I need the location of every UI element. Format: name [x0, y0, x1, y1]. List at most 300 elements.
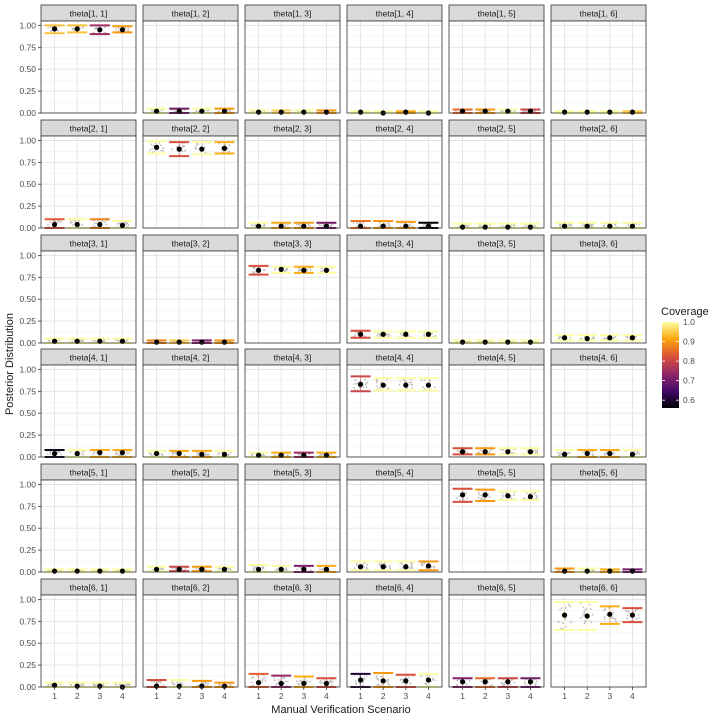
sample-point: [524, 683, 526, 685]
facet-label: theta[4, 6]: [579, 352, 618, 363]
sample-point: [388, 684, 390, 686]
plot-background: [347, 480, 442, 572]
sample-point: [175, 568, 177, 570]
sample-point: [627, 336, 629, 338]
plot-background: [41, 136, 136, 228]
mean-point: [562, 110, 567, 115]
sample-point: [219, 684, 221, 686]
sample-point: [399, 380, 401, 382]
sample-point: [366, 382, 368, 384]
sample-point: [128, 224, 130, 226]
sample-point: [387, 335, 389, 337]
plot-background: [347, 21, 442, 113]
sample-point: [613, 618, 615, 620]
facet-label: theta[3, 2]: [171, 238, 210, 249]
sample-point: [172, 454, 174, 456]
sample-point: [285, 680, 287, 682]
sample-point: [72, 224, 74, 226]
facet-label: theta[2, 6]: [579, 123, 618, 134]
mean-point: [562, 452, 567, 457]
mean-point: [607, 612, 612, 617]
sample-point: [319, 569, 321, 571]
sample-point: [408, 677, 410, 679]
sample-point: [206, 684, 208, 686]
y-tick-label: 0.75: [19, 42, 36, 53]
sample-point: [264, 680, 266, 682]
mean-point: [301, 567, 306, 572]
facet-label: theta[2, 3]: [273, 123, 312, 134]
facet-panel: [19, 120, 136, 233]
y-tick-label: 1.00: [19, 135, 36, 146]
sample-point: [277, 569, 279, 571]
mean-point: [607, 569, 612, 574]
sample-point: [465, 492, 467, 494]
sample-point: [116, 451, 118, 453]
facet-panel: [19, 579, 136, 701]
sample-point: [590, 621, 592, 623]
sample-point: [411, 564, 413, 566]
mean-point: [630, 569, 635, 574]
mean-point: [75, 451, 80, 456]
mean-point: [426, 383, 431, 388]
sample-point: [284, 225, 286, 227]
facet-panel: [551, 349, 646, 458]
sample-point: [410, 567, 412, 569]
x-tick-label: 4: [528, 691, 533, 701]
sample-point: [253, 272, 255, 274]
sample-point: [261, 682, 263, 684]
mean-point: [585, 613, 590, 618]
sample-point: [81, 453, 83, 455]
plot-background: [143, 21, 238, 113]
sample-point: [285, 567, 287, 569]
sample-point: [612, 612, 614, 614]
x-tick-label: 1: [562, 691, 567, 701]
sample-point: [478, 452, 480, 454]
sample-point: [275, 569, 277, 571]
x-tick-label: 3: [607, 691, 613, 701]
sample-point: [160, 150, 162, 152]
mean-point: [483, 492, 488, 497]
sample-point: [400, 678, 402, 680]
facet-label: theta[3, 5]: [477, 238, 516, 249]
mean-point: [75, 569, 80, 574]
sample-point: [627, 615, 629, 617]
sample-point: [321, 454, 323, 456]
mean-point: [528, 340, 533, 345]
sample-point: [466, 498, 468, 500]
facet-label: theta[4, 4]: [375, 352, 414, 363]
sample-point: [434, 335, 436, 337]
mean-point: [403, 383, 408, 388]
sample-point: [364, 379, 366, 381]
sample-point: [603, 225, 605, 227]
sample-point: [196, 452, 198, 454]
sample-point: [153, 145, 155, 147]
mean-point: [505, 679, 510, 684]
sample-point: [524, 682, 526, 684]
facet-label: theta[2, 2]: [171, 123, 210, 134]
facet-panel: [19, 235, 136, 348]
sample-point: [480, 450, 482, 452]
sample-point: [310, 569, 312, 571]
x-tick-label: 4: [630, 691, 635, 701]
mean-point: [52, 26, 57, 31]
plot-background: [551, 21, 646, 113]
sample-point: [363, 566, 365, 568]
sample-point: [478, 494, 480, 496]
sample-point: [127, 28, 129, 30]
facet-label: theta[1, 2]: [171, 8, 210, 19]
mean-point: [403, 332, 408, 337]
sample-point: [613, 337, 615, 339]
sample-point: [332, 681, 334, 683]
sample-point: [412, 567, 414, 569]
coverage-legend: [661, 306, 709, 408]
y-tick-label: 1.00: [19, 594, 36, 605]
mean-point: [120, 569, 125, 574]
mean-point: [562, 569, 567, 574]
sample-point: [162, 454, 164, 456]
sample-point: [375, 677, 377, 679]
mean-point: [585, 336, 590, 341]
sample-point: [502, 493, 504, 495]
mean-point: [630, 335, 635, 340]
facet-label: theta[3, 3]: [273, 238, 312, 249]
sample-point: [592, 453, 594, 455]
sample-point: [590, 608, 592, 610]
facet-label: theta[2, 4]: [375, 123, 414, 134]
sample-point: [60, 221, 62, 223]
sample-point: [489, 496, 491, 498]
sample-point: [95, 28, 97, 30]
mean-point: [222, 567, 227, 572]
x-tick-label: 1: [154, 691, 159, 701]
sample-point: [171, 148, 173, 150]
mean-point: [381, 678, 386, 683]
mean-point: [279, 681, 284, 686]
sample-point: [466, 683, 468, 685]
sample-point: [194, 147, 196, 149]
mean-point: [483, 225, 488, 230]
sample-point: [593, 337, 595, 339]
sample-point: [400, 333, 402, 335]
plot-background: [449, 365, 544, 457]
mean-point: [381, 332, 386, 337]
mean-point: [97, 222, 102, 227]
plot-background: [143, 251, 238, 343]
sample-point: [568, 224, 570, 226]
mean-point: [607, 335, 612, 340]
sample-point: [58, 451, 60, 453]
facet-label: theta[5, 5]: [477, 467, 516, 478]
plot-background: [347, 136, 442, 228]
x-tick-label: 2: [584, 691, 590, 701]
sample-point: [362, 222, 364, 224]
sample-point: [218, 568, 220, 570]
mean-point: [222, 146, 227, 151]
facet-label: theta[1, 3]: [273, 8, 312, 19]
sample-point: [310, 269, 312, 271]
mean-point: [222, 340, 227, 345]
sample-point: [105, 223, 107, 225]
sample-point: [509, 684, 511, 686]
plot-background: [41, 365, 136, 457]
sample-point: [381, 684, 383, 686]
sample-point: [254, 224, 256, 226]
sample-point: [488, 451, 490, 453]
sample-point: [366, 566, 368, 568]
sample-point: [592, 614, 594, 616]
sample-point: [73, 27, 75, 29]
sample-point: [421, 564, 423, 566]
sample-point: [83, 684, 85, 686]
mean-point: [154, 567, 159, 572]
y-tick-label: 0.00: [19, 682, 36, 692]
sample-point: [149, 149, 151, 151]
sample-point: [409, 223, 411, 225]
mean-point: [154, 340, 159, 345]
sample-point: [562, 622, 564, 624]
mean-point: [630, 110, 635, 115]
sample-point: [253, 568, 255, 570]
sample-point: [386, 225, 388, 227]
plot-background: [245, 251, 340, 343]
sample-point: [93, 683, 95, 685]
x-tick-label: 2: [74, 691, 80, 701]
sample-point: [331, 684, 333, 686]
sample-point: [299, 225, 301, 227]
sample-point: [298, 270, 300, 272]
facet-label: theta[4, 1]: [69, 352, 108, 363]
sample-point: [411, 387, 413, 389]
sample-point: [387, 682, 389, 684]
sample-point: [229, 144, 231, 146]
mean-point: [505, 449, 510, 454]
sample-point: [636, 618, 638, 620]
y-tick-label: 0.75: [19, 272, 36, 283]
sample-point: [582, 452, 584, 454]
y-tick-label: 0.50: [19, 179, 36, 190]
facet-panel: [143, 235, 238, 345]
facet-panel: [19, 5, 136, 118]
y-tick-label: 0.50: [19, 638, 36, 649]
facet-label: theta[4, 3]: [273, 352, 312, 363]
facet-label: theta[6, 2]: [171, 582, 210, 593]
mean-point: [256, 567, 261, 572]
sample-point: [381, 563, 383, 565]
sample-point: [94, 452, 96, 454]
plot-background: [41, 480, 136, 572]
plot-background: [143, 480, 238, 572]
mean-point: [75, 26, 80, 31]
facet-label: theta[1, 6]: [579, 8, 618, 19]
sample-point: [590, 225, 592, 227]
facet-panel: [143, 579, 238, 701]
y-tick-label: 0.25: [19, 545, 36, 556]
mean-point: [199, 452, 204, 457]
sample-point: [389, 334, 391, 336]
sample-point: [560, 453, 562, 455]
facet-panel: [347, 5, 442, 116]
sample-point: [483, 498, 485, 500]
sample-point: [582, 615, 584, 617]
mean-point: [505, 225, 510, 230]
mean-point: [97, 450, 102, 455]
sample-point: [355, 680, 357, 682]
mean-point: [562, 613, 567, 618]
y-tick-label: 0.50: [19, 408, 36, 419]
sample-point: [306, 680, 308, 682]
sample-point: [115, 28, 117, 30]
sample-point: [377, 684, 379, 686]
sample-point: [298, 684, 300, 686]
sample-point: [251, 454, 253, 456]
plot-background: [551, 136, 646, 228]
sample-point: [568, 604, 570, 606]
facet-panel: [551, 579, 646, 701]
y-tick-label: 0.50: [19, 294, 36, 305]
sample-point: [70, 222, 72, 224]
sample-point: [387, 223, 389, 225]
x-tick-label: 1: [460, 691, 465, 701]
sample-point: [559, 609, 561, 611]
sample-point: [513, 494, 515, 496]
sample-point: [387, 387, 389, 389]
sample-point: [434, 386, 436, 388]
y-axis-label: Posterior Distribution: [4, 312, 16, 416]
y-tick-label: 0.50: [19, 523, 36, 534]
sample-point: [205, 452, 207, 454]
facet-panel: [347, 120, 442, 229]
plot-background: [551, 251, 646, 343]
y-tick-label: 1.00: [19, 364, 36, 375]
sample-point: [320, 454, 322, 456]
sample-point: [558, 337, 560, 339]
facet-panels: [19, 5, 646, 701]
sample-point: [480, 681, 482, 683]
mean-point: [460, 449, 465, 454]
x-tick-label: 2: [176, 691, 182, 701]
sample-point: [376, 675, 378, 677]
legend-title: Coverage: [661, 306, 709, 318]
facet-label: theta[4, 5]: [477, 352, 516, 363]
facet-panel: [245, 349, 340, 458]
mean-point: [460, 225, 465, 230]
facet-label: theta[1, 5]: [477, 8, 516, 19]
sample-point: [228, 569, 230, 571]
facet-label: theta[5, 2]: [171, 467, 210, 478]
sample-point: [424, 379, 426, 381]
sample-point: [128, 684, 130, 686]
sample-point: [80, 340, 82, 342]
facet-label: theta[5, 3]: [273, 467, 312, 478]
sample-point: [627, 610, 629, 612]
sample-point: [207, 682, 209, 684]
y-tick-label: 0.00: [19, 338, 36, 348]
sample-point: [263, 269, 265, 271]
sample-point: [94, 222, 96, 224]
sample-point: [92, 340, 94, 342]
sample-point: [319, 224, 321, 226]
mean-point: [403, 564, 408, 569]
x-tick-label: 1: [358, 691, 363, 701]
sample-point: [570, 452, 572, 454]
sample-point: [47, 684, 49, 686]
sample-point: [330, 679, 332, 681]
plot-background: [143, 365, 238, 457]
mean-point: [75, 222, 80, 227]
mean-point: [630, 613, 635, 618]
sample-point: [154, 681, 156, 683]
y-tick-label: 0.75: [19, 157, 36, 168]
sample-point: [580, 338, 582, 340]
mean-point: [177, 451, 182, 456]
sample-point: [533, 493, 535, 495]
sample-point: [230, 684, 232, 686]
sample-point: [160, 144, 162, 146]
sample-point: [274, 677, 276, 679]
sample-point: [604, 616, 606, 618]
x-tick-label: 2: [278, 691, 284, 701]
sample-point: [95, 222, 97, 224]
sample-point: [94, 340, 96, 342]
facet-panel: [347, 349, 442, 457]
mean-point: [279, 110, 284, 115]
sample-point: [204, 152, 206, 154]
sample-point: [603, 609, 605, 611]
facet-panel: [551, 235, 646, 343]
sample-point: [365, 383, 367, 385]
x-tick-label: 4: [120, 691, 125, 701]
y-tick-label: 0.00: [19, 567, 36, 577]
y-tick-label: 0.25: [19, 201, 36, 212]
plot-background: [245, 365, 340, 457]
sample-point: [82, 454, 84, 456]
facet-panel: [347, 464, 442, 572]
sample-point: [637, 451, 639, 453]
mean-point: [199, 567, 204, 572]
legend-tick-label: 0.8: [683, 356, 695, 367]
facet-panel: [551, 120, 646, 229]
plot-background: [245, 480, 340, 572]
facet-panel: [245, 579, 340, 701]
facet-panel: [347, 579, 442, 701]
sample-point: [412, 225, 414, 227]
sample-point: [478, 497, 480, 499]
sample-point: [151, 148, 153, 150]
mean-point: [358, 382, 363, 387]
sample-point: [604, 618, 606, 620]
mean-point: [199, 340, 204, 345]
y-tick-label: 0.00: [19, 223, 36, 233]
sample-point: [534, 450, 536, 452]
sample-point: [570, 337, 572, 339]
sample-point: [319, 681, 321, 683]
mean-point: [120, 223, 125, 228]
plot-background: [449, 595, 544, 687]
sample-point: [162, 148, 164, 150]
sample-point: [274, 679, 276, 681]
mean-point: [607, 110, 612, 115]
y-tick-label: 1.00: [19, 250, 36, 261]
sample-point: [409, 682, 411, 684]
sample-point: [309, 681, 311, 683]
sample-point: [306, 269, 308, 271]
sample-point: [557, 621, 559, 623]
sample-point: [456, 450, 458, 452]
sample-point: [47, 224, 49, 226]
